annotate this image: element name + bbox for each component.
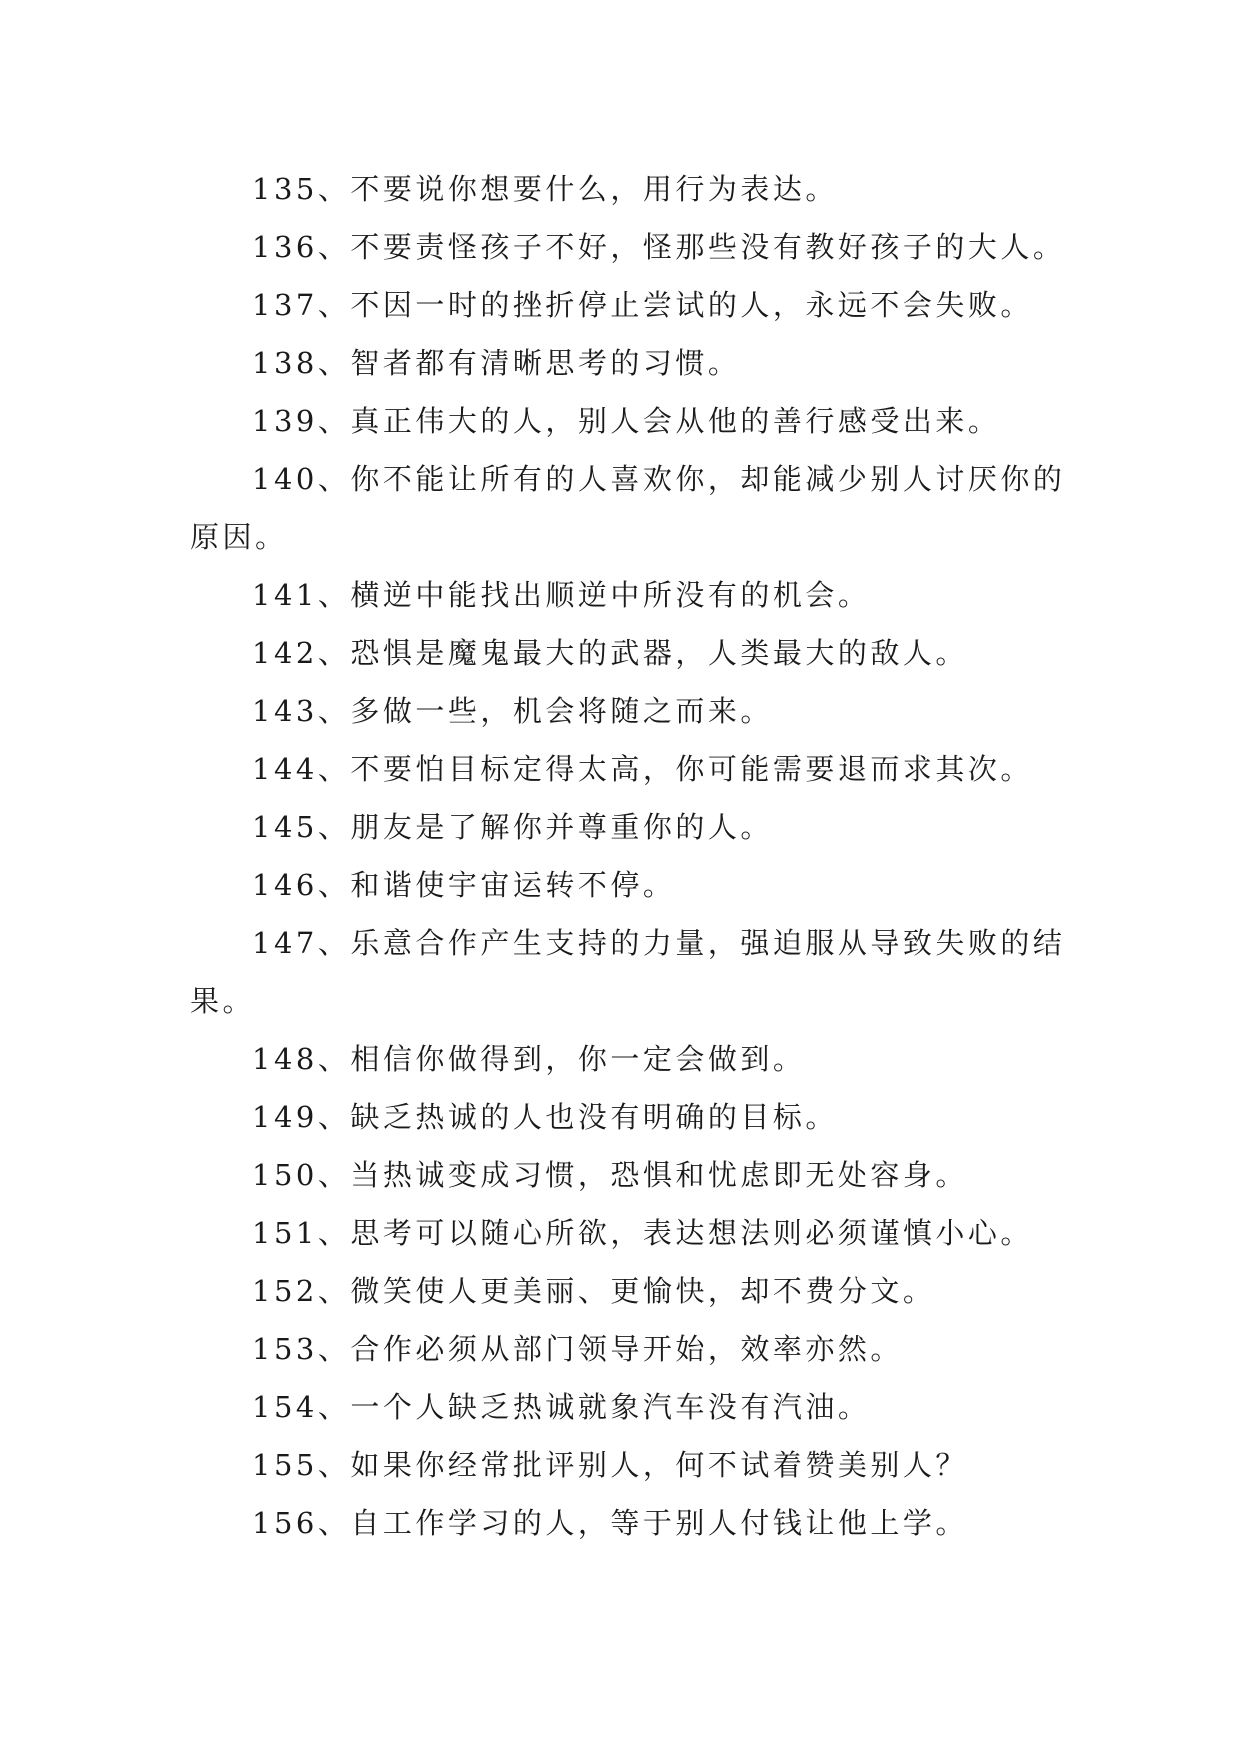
quote-item-139: 139、真正伟大的人，别人会从他的善行感受出来。: [252, 404, 1001, 438]
quote-item-150: 150、当热诚变成习惯，恐惧和忧虑即无处容身。: [252, 1158, 968, 1192]
quote-item-155: 155、如果你经常批评别人，何不试着赞美别人？: [252, 1448, 968, 1482]
quote-item-152: 152、微笑使人更美丽、更愉快，却不费分文。: [252, 1274, 936, 1308]
quote-item-135: 135、不要说你想要什么，用行为表达。: [252, 172, 838, 206]
quote-item-145: 145、朋友是了解你并尊重你的人。: [252, 810, 773, 844]
quote-item-149: 149、缺乏热诚的人也没有明确的目标。: [252, 1100, 838, 1134]
quote-item-147: 147、乐意合作产生支持的力量，强迫服从导致失败的结果。: [190, 926, 1066, 1018]
quote-item-138: 138、智者都有清晰思考的习惯。: [252, 346, 741, 380]
quote-item-146: 146、和谐使宇宙运转不停。: [252, 868, 676, 902]
quote-item-153: 153、合作必须从部门领导开始，效率亦然。: [252, 1332, 903, 1366]
quote-item-143: 143、多做一些，机会将随之而来。: [252, 694, 773, 728]
quote-item-144: 144、不要怕目标定得太高，你可能需要退而求其次。: [252, 752, 1033, 786]
quote-item-141: 141、横逆中能找出顺逆中所没有的机会。: [252, 578, 871, 612]
quote-item-137: 137、不因一时的挫折停止尝试的人，永远不会失败。: [252, 288, 1033, 322]
quote-item-140: 140、你不能让所有的人喜欢你，却能减少别人讨厌你的原因。: [190, 462, 1066, 554]
quote-item-156: 156、自工作学习的人，等于别人付钱让他上学。: [252, 1506, 968, 1540]
quote-item-148: 148、相信你做得到，你一定会做到。: [252, 1042, 806, 1076]
quote-item-142: 142、恐惧是魔鬼最大的武器，人类最大的敌人。: [252, 636, 968, 670]
quote-item-154: 154、一个人缺乏热诚就象汽车没有汽油。: [252, 1390, 871, 1424]
quote-item-136: 136、不要责怪孩子不好，怪那些没有教好孩子的大人。: [252, 230, 1066, 264]
quote-item-151: 151、思考可以随心所欲，表达想法则必须谨慎小心。: [252, 1216, 1033, 1250]
quote-list: [190, 160, 1070, 1552]
